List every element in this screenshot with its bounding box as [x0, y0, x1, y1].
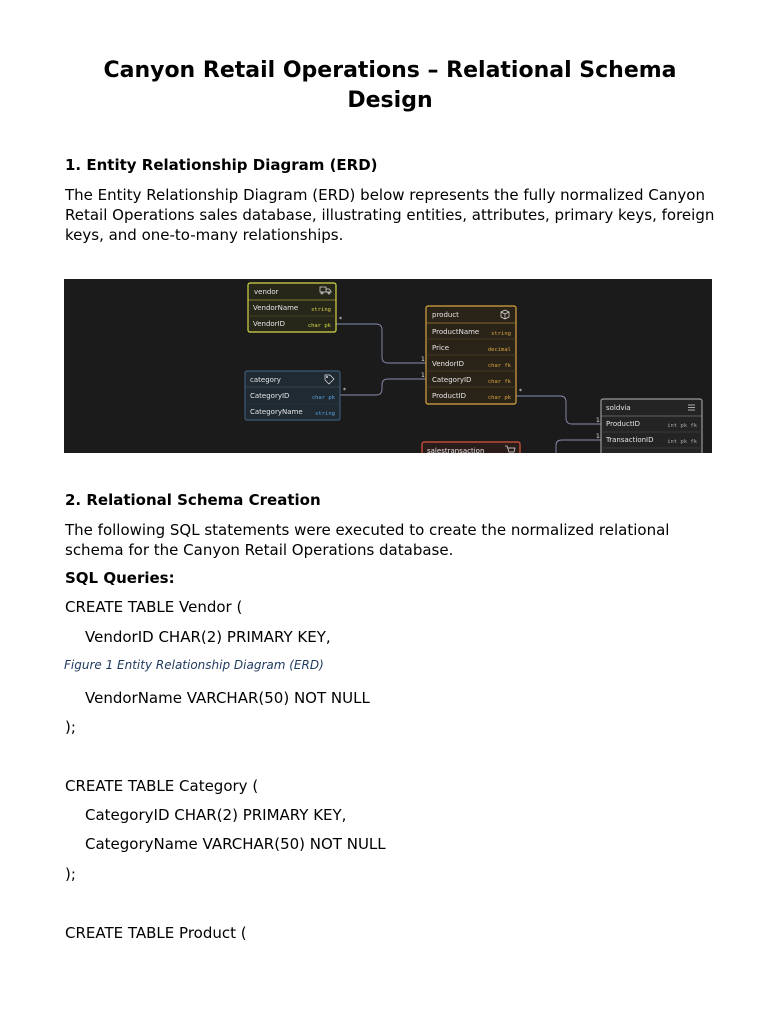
- sql-line: VendorID CHAR(2) PRIMARY KEY,: [85, 628, 331, 646]
- category-field-2-name: CategoryName: [250, 408, 303, 416]
- product-field-5-type: char pk: [487, 395, 511, 401]
- soldvia-field-1-name: ProductID: [606, 420, 641, 428]
- sql-line: );: [65, 718, 76, 736]
- erd-diagram: [64, 279, 712, 453]
- product-table: [426, 306, 516, 404]
- product-field-2-type: decimal: [487, 347, 511, 353]
- sql-line: CREATE TABLE Vendor (: [65, 598, 243, 616]
- soldvia-field-2-type: int pk fk: [667, 439, 697, 445]
- soldvia-table: [601, 399, 702, 453]
- vendor-field-1-type: string: [311, 307, 331, 313]
- vendor-field-1-name: VendorName: [253, 304, 299, 312]
- product-field-1-name: ProductName: [432, 328, 480, 336]
- card-soldvia-one-transaction: 1: [596, 433, 600, 440]
- vendor-table-title: vendor: [254, 288, 279, 296]
- sql-queries-label: SQL Queries:: [65, 569, 175, 587]
- card-product-one-vendor: 1: [421, 356, 425, 363]
- relation-product-soldvia: [516, 396, 601, 424]
- section-2-paragraph: The following SQL statements were executed to create the normalized relational schema for the Canyon Retail Operations database.: [65, 521, 670, 559]
- salestransaction-table: [422, 442, 520, 453]
- card-category-many: *: [343, 387, 346, 394]
- category-field-1-type: char pk: [311, 395, 335, 401]
- product-field-4-name: CategoryID: [432, 376, 472, 384]
- product-field-3-name: VendorID: [432, 360, 465, 368]
- section-2-heading: 2. Relational Schema Creation: [65, 491, 321, 509]
- category-table-title: category: [250, 376, 281, 384]
- soldvia-field-1-type: int pk fk: [667, 423, 697, 429]
- product-field-3-type: char fk: [487, 363, 511, 369]
- relation-vendor-product: [336, 324, 426, 363]
- card-product-one-category: 1: [421, 372, 425, 379]
- sql-line: CategoryName VARCHAR(50) NOT NULL: [85, 835, 386, 853]
- sql-line: VendorName VARCHAR(50) NOT NULL: [85, 689, 370, 707]
- section-1-paragraph: The Entity Relationship Diagram (ERD) below represents the fully normalized Canyon Retail Operations sales database, illustrating entities, attributes, primary keys, foreign keys, and one-to-many relationships.: [65, 186, 715, 244]
- salestransaction-table-title: salestransaction: [427, 447, 485, 453]
- product-field-5-name: ProductID: [432, 392, 467, 400]
- vendor-table: [248, 283, 336, 332]
- relation-category-product: [340, 379, 426, 395]
- sql-line: CREATE TABLE Product (: [65, 924, 247, 942]
- product-field-1-type: string: [491, 331, 511, 337]
- figure-caption: Figure 1 Entity Relationship Diagram (ERD): [64, 658, 324, 672]
- soldvia-field-2-name: TransactionID: [606, 436, 654, 444]
- card-soldvia-one-product: 1: [596, 417, 600, 424]
- sql-line: CREATE TABLE Category (: [65, 777, 259, 795]
- vendor-field-2-type: char pk: [307, 323, 331, 329]
- product-table-title: product: [432, 311, 459, 319]
- vendor-field-2-name: VendorID: [253, 320, 286, 328]
- page-title: Canyon Retail Operations – Relational Schema Design: [103, 58, 677, 113]
- card-product-many: *: [519, 388, 522, 395]
- soldvia-table-title: soldvia: [606, 404, 631, 412]
- sql-line: );: [65, 865, 76, 883]
- product-field-2-name: Price: [432, 344, 450, 352]
- relation-salestransaction-soldvia: [556, 440, 601, 453]
- product-field-4-type: char fk: [487, 379, 511, 385]
- sql-line: CategoryID CHAR(2) PRIMARY KEY,: [85, 806, 347, 824]
- section-1-heading: 1. Entity Relationship Diagram (ERD): [65, 156, 378, 174]
- category-field-1-name: CategoryID: [250, 392, 290, 400]
- category-field-2-type: string: [315, 411, 335, 417]
- card-vendor-many: *: [339, 316, 342, 323]
- category-table: [245, 371, 340, 420]
